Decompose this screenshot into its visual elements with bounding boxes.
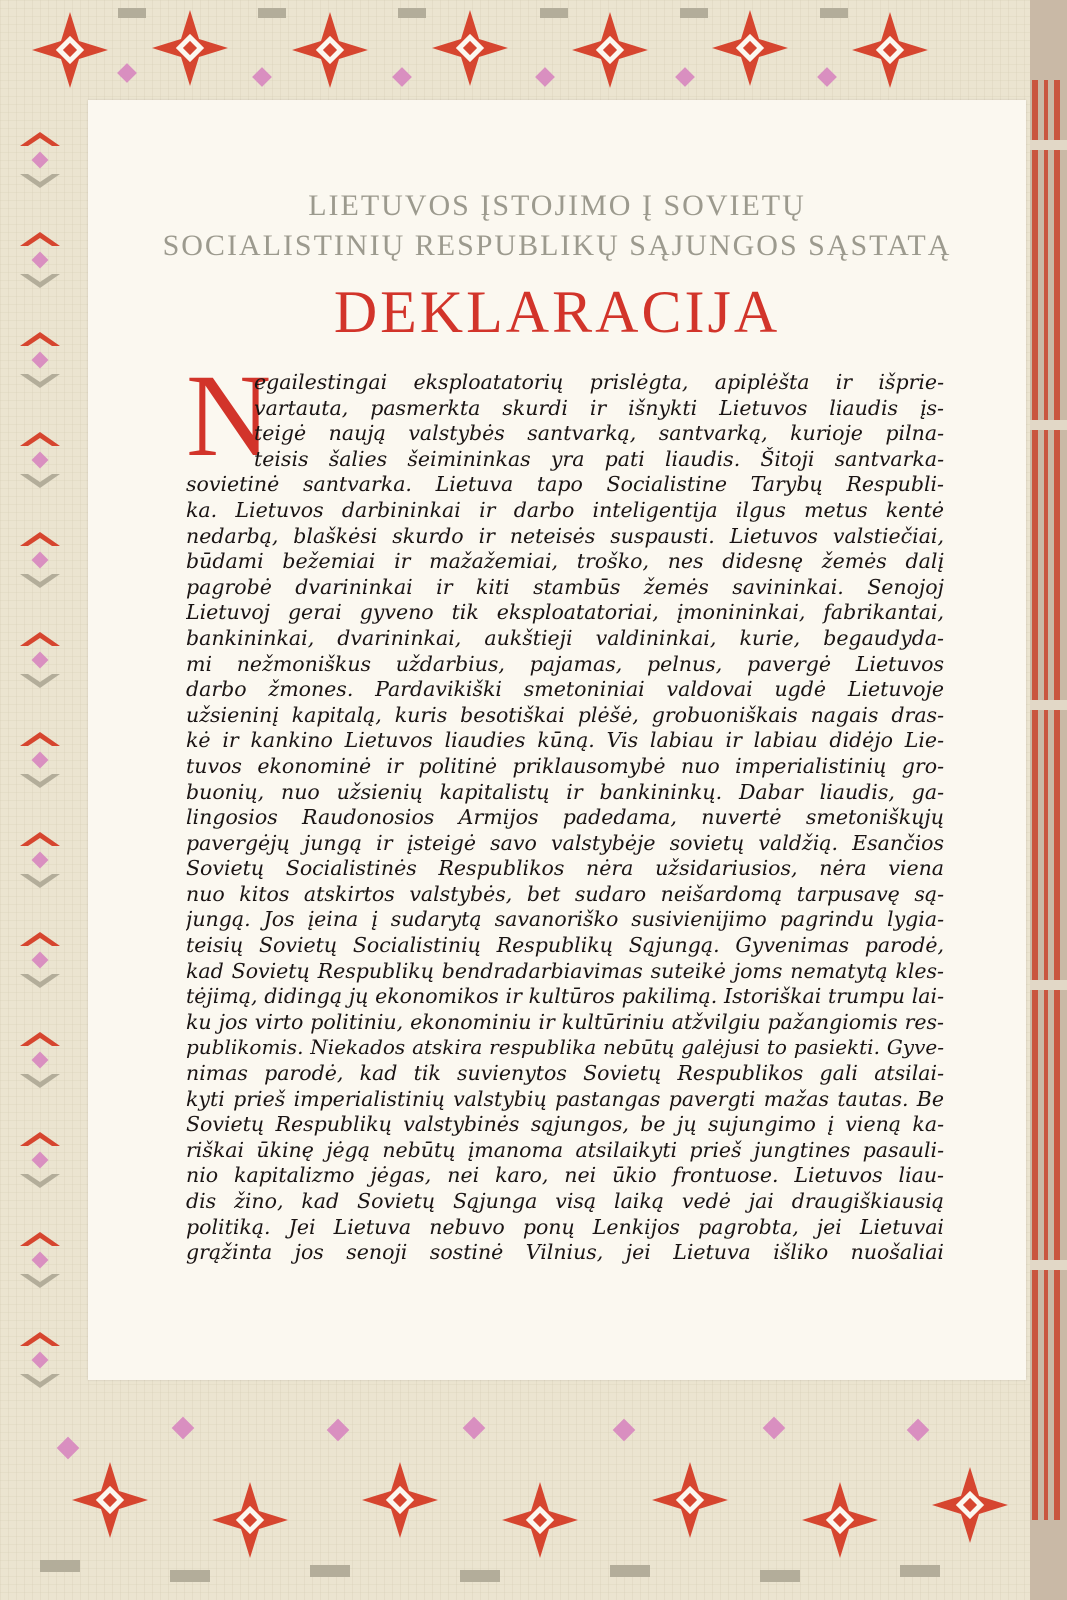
drop-cap: N	[186, 350, 272, 481]
body-line: buonių, nuo užsienių kapitalistų ir bankininkų. Dabar liaudis, ga-	[186, 779, 944, 804]
body-line: kyti prieš imperialistinių valstybių pastangas pavergti mažas tautas. Be	[186, 1086, 944, 1111]
body-line: egailestingai eksploatatorių prislėgta, apiplėšta ir išprie-	[254, 370, 944, 394]
body-line: sovietinė santvarka. Lietuva tapo Socialistine Tarybų Respubli-	[186, 472, 944, 497]
body-line: kė ir kankino Lietuvos liaudies kūną. Vis labiau ir labiau didėjo Lie-	[186, 728, 944, 753]
body-line: būdami bežemiai ir mažažemiai, troško, nes didesnę žemės dalį	[186, 549, 944, 574]
body-line: grąžinta jos senoji sostinė Vilnius, jei Lietuva išliko nuošaliai	[186, 1240, 944, 1265]
body-line: pagrobė dvarininkai ir kiti stambūs žemės savininkai. Senojoj	[186, 574, 944, 599]
body-line: tėjimą, didingą jų ekonomikos ir kultūros pakilimą. Istoriškai trumpu lai-	[186, 984, 944, 1009]
body-line: riškai ūkinę jėgą nebūtų įmanoma atsilaikyti prieš jungtines pasauli-	[186, 1137, 944, 1162]
body-line: mi nežmoniškus uždarbius, pajamas, pelnus, pavergė Lietuvos	[186, 651, 944, 676]
document-page	[88, 100, 1026, 1380]
body-line: teisių Sovietų Socialistinių Respublikų Sąjungą. Gyvenimas parodė,	[186, 933, 944, 958]
body-line: ka. Lietuvos darbininkai ir darbo inteligentija ilgus metus kentė	[186, 497, 944, 522]
body-line: ku jos virto politiniu, ekonominiu ir kultūriniu atžvilgiu pažangiomis res-	[186, 1009, 944, 1034]
body-line: darbo žmones. Pardavikiški smetoniniai valdovai ugdė Lietuvoje	[186, 677, 944, 702]
body-line: užsieninį kapitalą, kuris besotiškai plėšė, grobuoniškais nagais dras-	[186, 702, 944, 727]
body-line: nedarbą, blaškėsi skurdo ir neteisės suspausti. Lietuvos valstiečiai,	[186, 523, 944, 548]
right-ornament-band	[1030, 0, 1067, 1600]
body-line: tuvos ekonominė ir politinė priklausomybė nuo imperialistinių gro-	[186, 753, 944, 778]
body-line: nuo kitos atskirtos valstybės, bet sudaro neišardomą tarpusavę są-	[186, 881, 944, 906]
body-line: politiką. Jei Lietuva nebuvo ponų Lenkijos pagrobta, jei Lietuvai	[186, 1214, 944, 1239]
body-line: teisis šalies šeimininkas yra pati liaudis. Šitoji santvarka-	[254, 446, 944, 471]
body-line: nio kapitalizmo jėgas, nei karo, nei ūkio frontuose. Lietuvos liau-	[186, 1163, 944, 1188]
body-line: teigė naują valstybės santvarką, santvarką, kurioje pilna-	[254, 421, 944, 446]
body-line: jungą. Jos įeina į sudarytą savanoriško susivienijimo pagrindu lygia-	[186, 907, 944, 932]
body-line: Sovietų Respublikų valstybinės sąjungos, be jų sujungimo į vieną ka-	[186, 1112, 944, 1137]
declaration-heading	[88, 186, 1026, 266]
body-line: Lietuvoj gerai gyveno tik eksploatatoriai, įmonininkai, fabrikantai,	[186, 600, 944, 625]
body-line: vartauta, pasmerkta skurdi ir išnykti Lietuvos liaudis įs-	[254, 395, 944, 420]
declaration-body	[186, 370, 944, 1266]
body-line: bankininkai, dvarininkai, aukštieji valdininkai, kurie, begaudyda-	[186, 625, 944, 650]
heading-line-2: SOCIALISTINIŲ RESPUBLIKŲ SĄJUNGOS SĄSTATĄ	[162, 229, 952, 262]
document-title: DEKLARACIJA	[333, 279, 781, 345]
body-line: pavergėjų jungą ir įsteigė savo valstybėje sovietų valdžią. Esančios	[186, 830, 944, 855]
body-line: lingosios Raudonosios Armijos padedama, nuvertė smetoniškųjų	[186, 805, 944, 830]
body-line: Sovietų Socialistinės Respublikos nėra užsidariusios, nėra viena	[186, 856, 944, 881]
body-line: publikomis. Niekados atskira respublika nebūtų galėjusi to pasiekti. Gyve-	[186, 1035, 944, 1060]
heading-line-1: LIETUVOS ĮSTOJIMO Į SOVIETŲ	[308, 189, 806, 222]
body-line: nimas parodė, kad tik suvienytos Sovietų Respublikos gali atsilai-	[186, 1061, 944, 1086]
body-line: dis žino, kad Sovietų Sąjunga visą laiką vedė jai draugiškiausią	[186, 1189, 944, 1213]
body-line: kad Sovietų Respublikų bendradarbiavimas suteikė joms nematytą kles-	[186, 958, 944, 983]
